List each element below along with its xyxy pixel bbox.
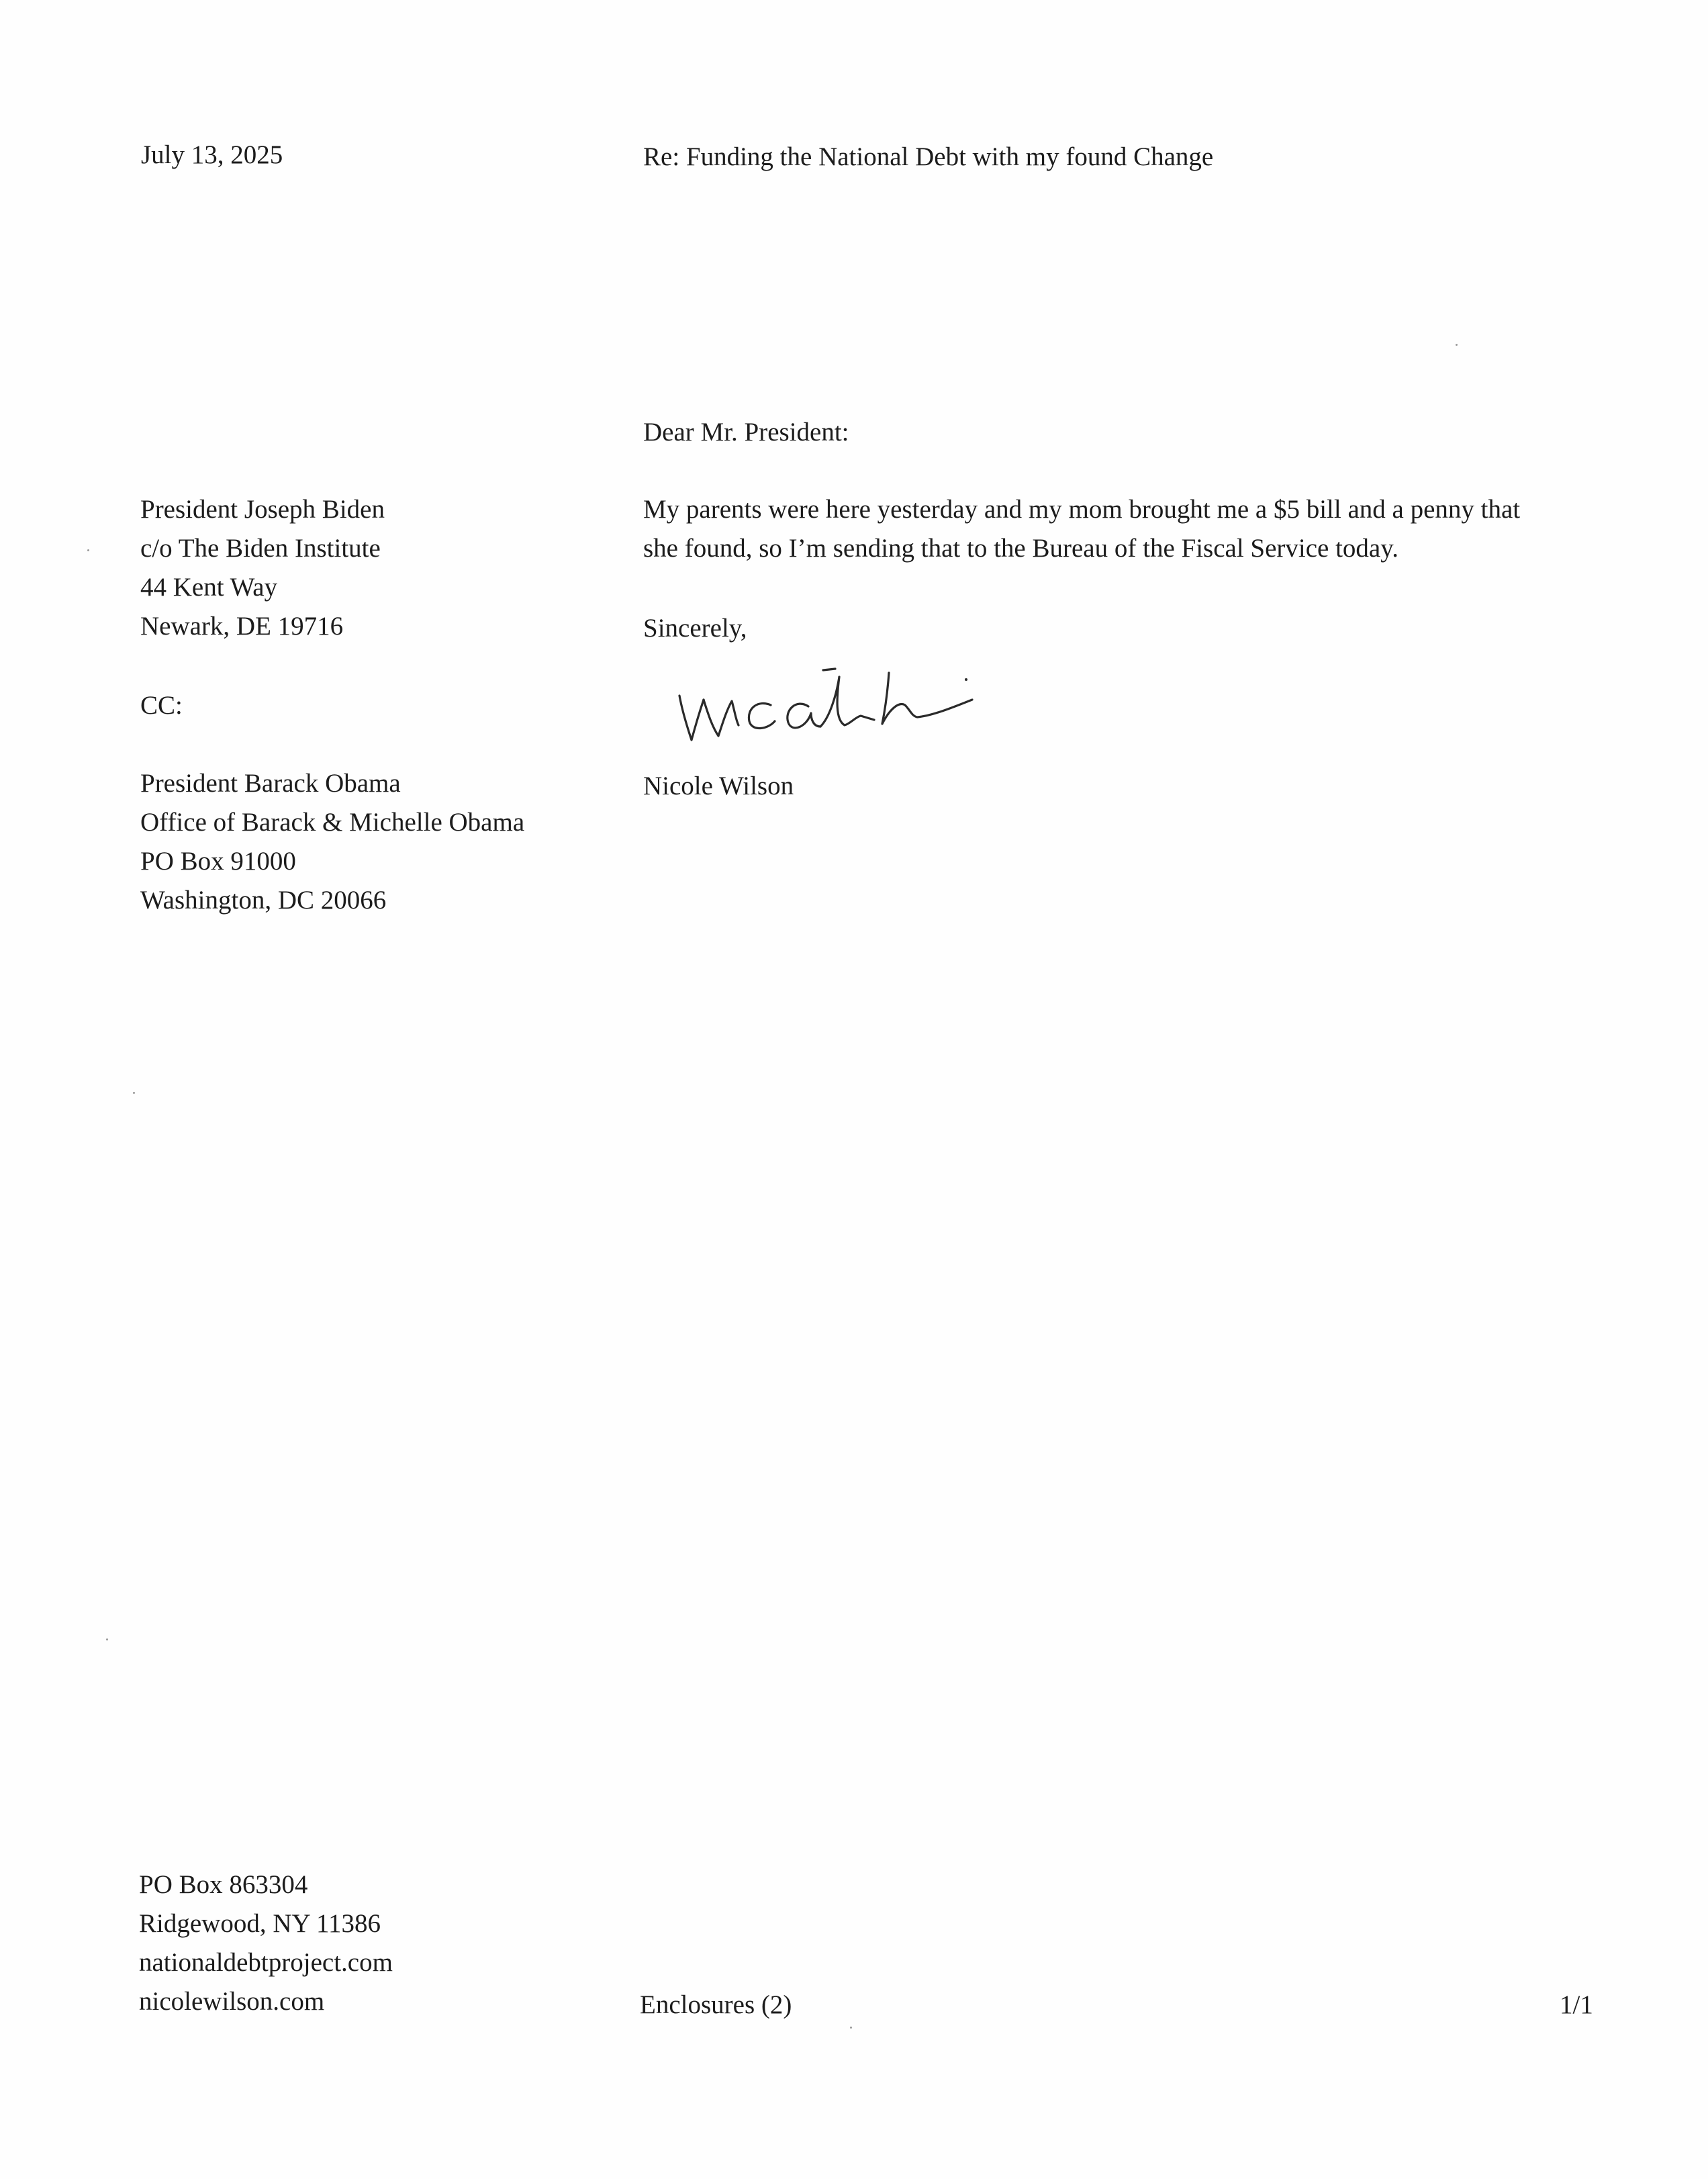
body-line: she found, so I’m sending that to the Bureau of the Fiscal Service today. [643,534,1398,563]
cc-recipient-line: PO Box 91000 [140,847,296,876]
recipient-line: c/o The Biden Institute [140,534,381,563]
cc-recipient-line: Office of Barack & Michelle Obama [140,808,525,837]
cc-label: CC: [140,691,183,720]
footer-sender-address [139,1865,393,2021]
recipient-line: Newark, DE 19716 [140,612,344,641]
footer-address-line: PO Box 863304 [139,1870,308,1899]
recipient-line: 44 Kent Way [140,573,278,602]
scan-speck [1456,344,1458,346]
scan-speck [133,1092,135,1094]
recipient-name: President Joseph Biden [140,495,385,524]
page-number: 1/1 [1560,1990,1593,2019]
letter-date: July 13, 2025 [141,140,283,169]
cc-recipient-name: President Barack Obama [140,769,401,798]
body-line: My parents were here yesterday and my mom brought me a $5 bill and a penny that [643,495,1521,524]
footer-website: nationaldebtproject.com [139,1948,393,1977]
handwritten-signature-icon [670,646,992,753]
cc-recipient-address [140,764,524,920]
letter-body [643,490,1520,568]
salutation: Dear Mr. President: [643,418,849,447]
scan-speck [850,2027,852,2029]
signer-name: Nicole Wilson [643,772,794,800]
cc-recipient-line: Washington, DC 20066 [140,886,387,915]
letter-subject: Re: Funding the National Debt with my found Change [643,142,1214,171]
closing: Sincerely, [643,614,747,643]
scan-speck [87,549,89,551]
footer-website: nicolewilson.com [139,1987,325,2016]
scan-speck [106,1638,108,1640]
enclosures-note: Enclosures (2) [640,1990,792,2019]
recipient-address [140,490,385,646]
footer-address-line: Ridgewood, NY 11386 [139,1909,381,1938]
